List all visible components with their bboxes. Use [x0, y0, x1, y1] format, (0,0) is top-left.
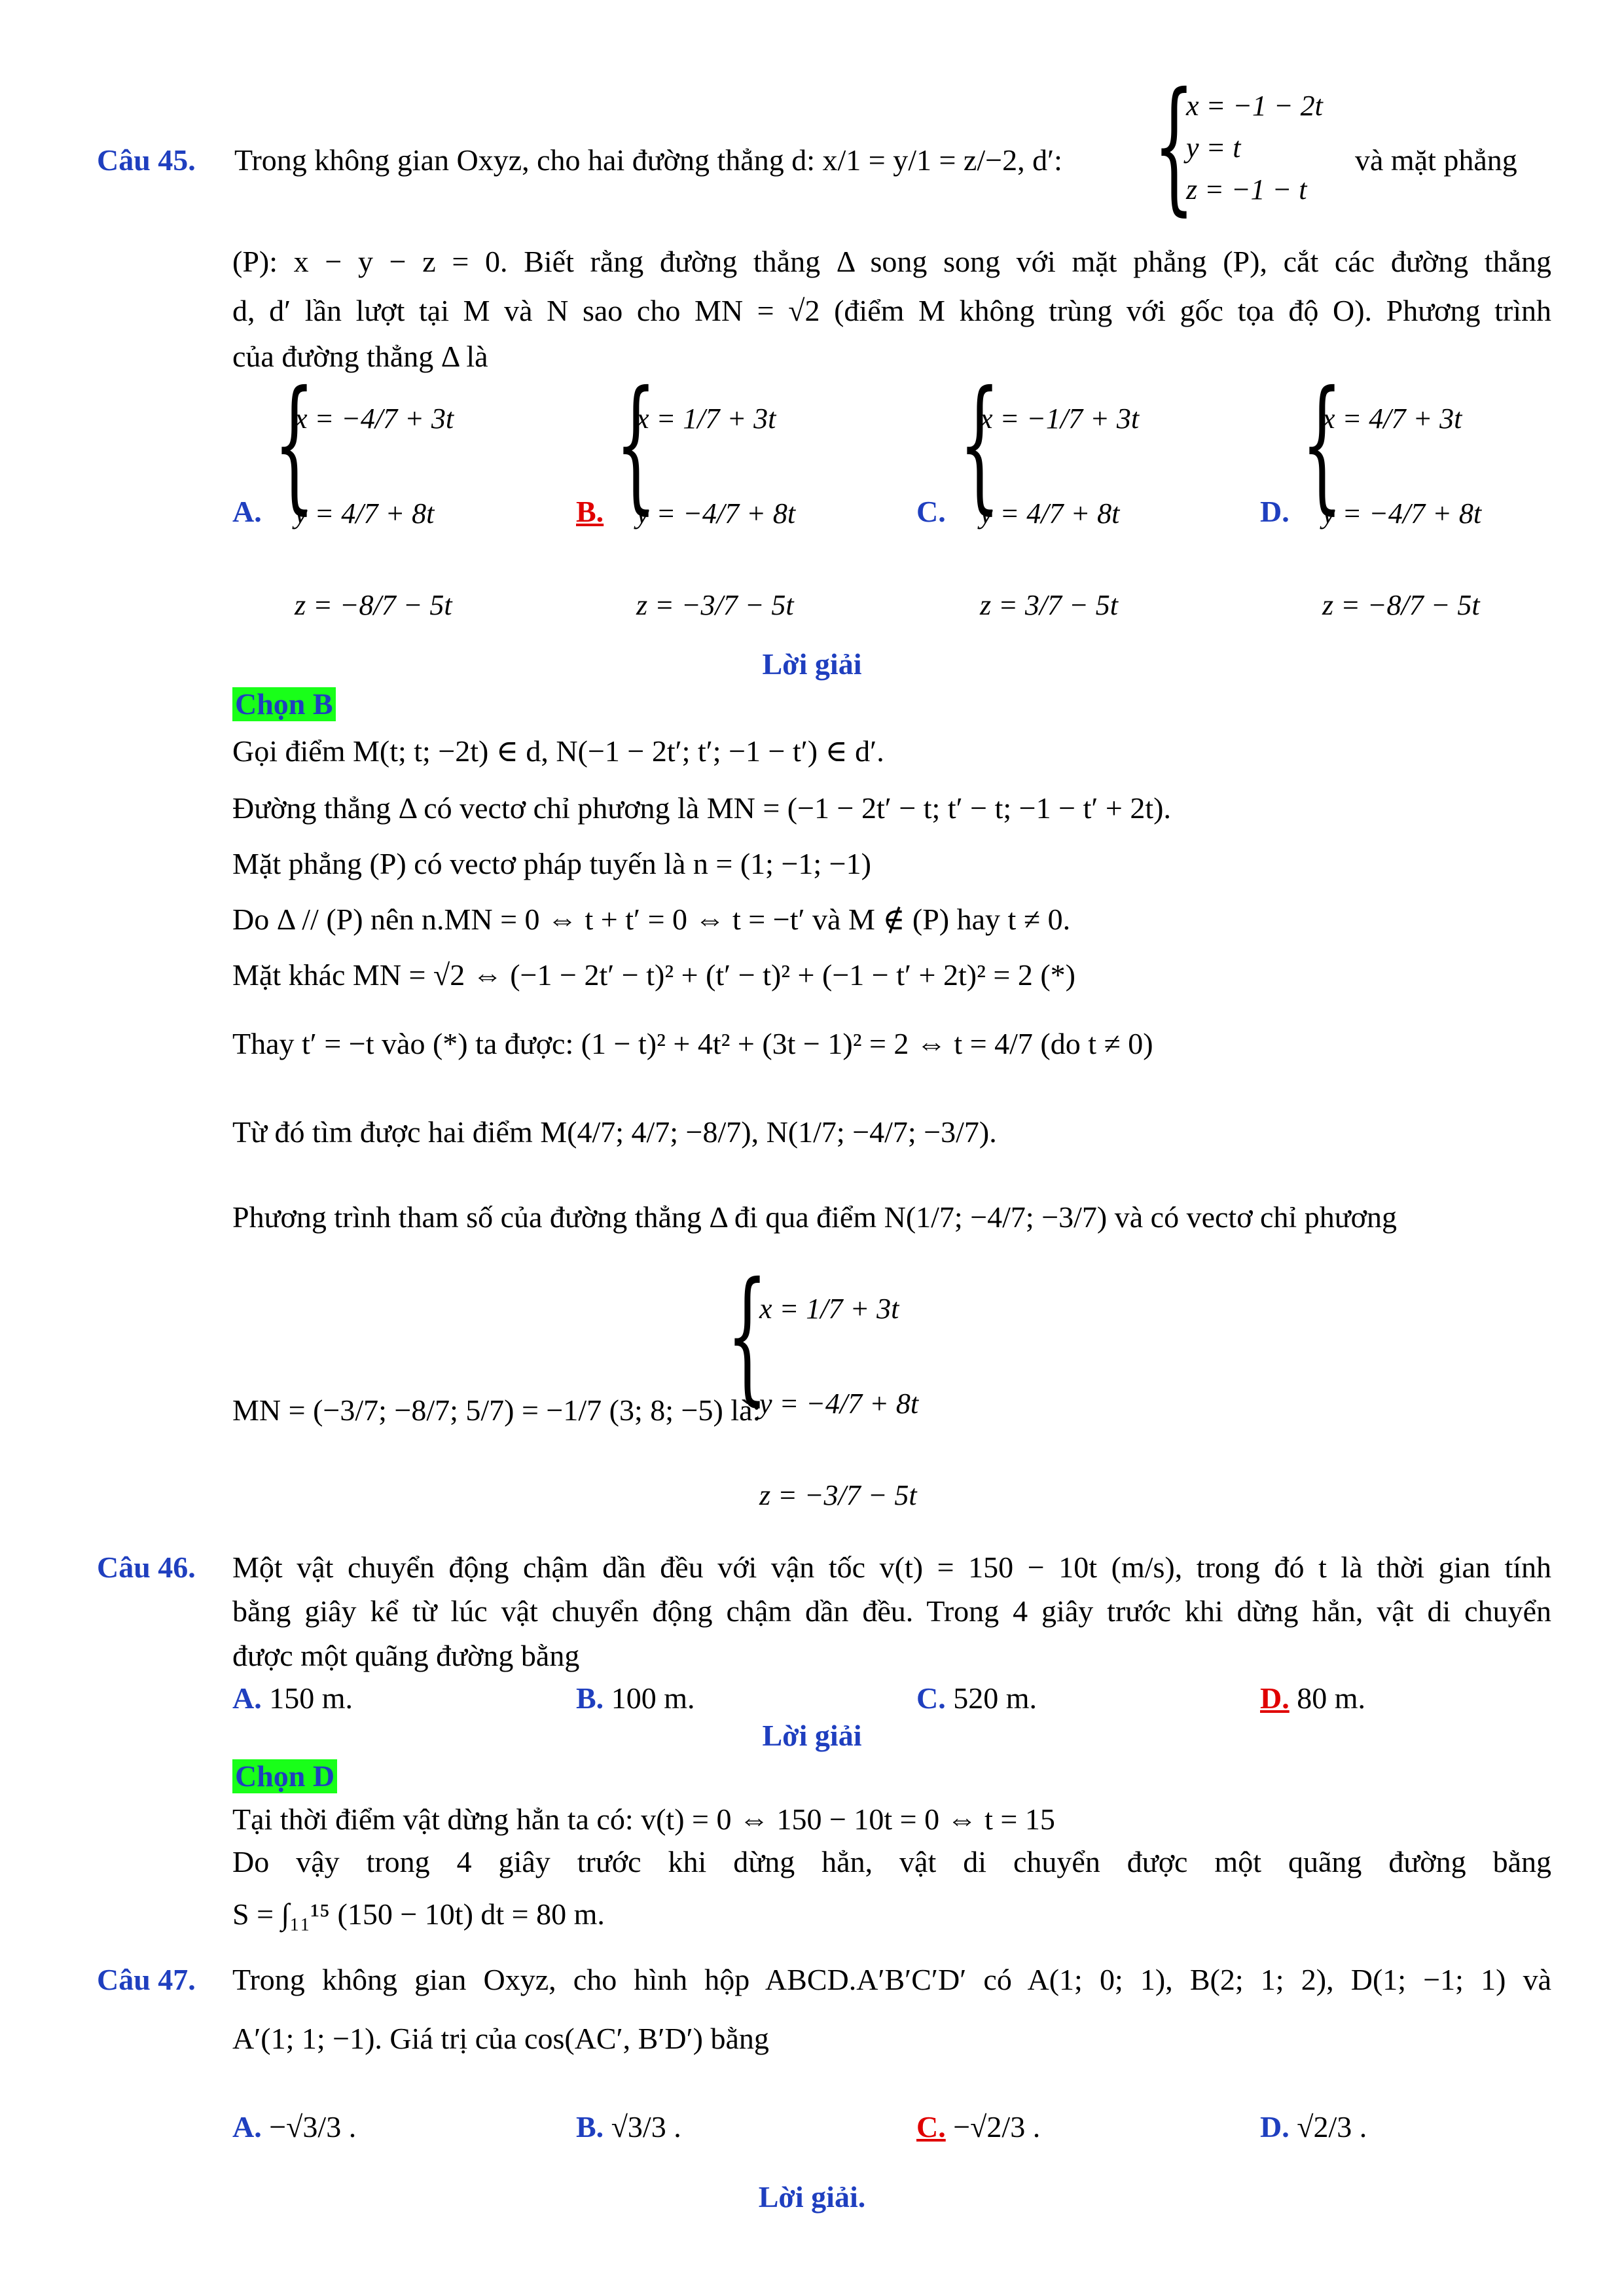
q47-option-c[interactable]	[916, 2108, 1040, 2147]
q46-option-c[interactable]	[916, 1679, 1037, 1718]
q46-option-a[interactable]	[232, 1679, 353, 1718]
q47-option-b-text: √3/3 .	[611, 2110, 681, 2144]
q45-dprime-eq-x: x = −1 − 2t	[1186, 90, 1323, 122]
q46-sol-line-1: Tại thời điểm vật dừng hẳn ta có: v(t) = 0 ⇔ 150 − 10t = 0 ⇔ t = 15	[232, 1803, 1055, 1836]
q45-sol-line-5: Mặt khác MN = √2 ⇔ (−1 − 2t′ − t)² + (t′ − t)² + (−1 − t′ + 2t)² = 2 (*)	[232, 958, 1075, 992]
q45-sol-line-6: Thay t′ = −t vào (*) ta được: (1 − t)² + 4t² + (3t − 1)² = 2 ⇔ t = 4/7 (do t ≠ 0)	[232, 1027, 1153, 1060]
q46-option-d-label: D.	[1260, 1681, 1290, 1715]
q45-option-b-label: B.	[576, 495, 604, 528]
q45-d-eq-x: x = 4/7 + 3t	[1322, 403, 1462, 435]
q45-intro: Trong không gian Oxyz, cho hai đường thẳng d: x/1 = y/1 = z/−2, d′:	[234, 143, 1062, 177]
q45-option-b-system	[636, 399, 795, 625]
q45-sol-line-4: Do Δ // (P) nên n.MN = 0 ⇔ t + t′ = 0 ⇔ t = −t′ và M ∉ (P) hay t ≠ 0.	[232, 903, 1071, 936]
q47-solution-header: Lời giải.	[758, 2180, 866, 2214]
q46-stem-line3: được một quãng đường bằng	[232, 1639, 580, 1672]
q45-option-a-label: A.	[232, 495, 262, 528]
q45-stem-line3: d, d′ lần lượt tại M và N sao cho MN = √2 (điểm M không trùng với gốc tọa độ O). Phương trình	[232, 294, 1551, 327]
q46-option-a-label: A.	[232, 1681, 262, 1715]
q45-option-d-label: D.	[1260, 495, 1290, 528]
q45-stem-line4: của đường thẳng Δ là	[232, 340, 488, 373]
q45-option-c-system	[980, 399, 1139, 625]
q45-d-eq-z: z = −8/7 − 5t	[1322, 589, 1480, 621]
q46-sol-line-3: S = ∫₁₁¹⁵ (150 − 10t) dt = 80 m.	[232, 1897, 605, 1931]
q47-option-a[interactable]	[232, 2108, 356, 2147]
q45-a-eq-y: y = 4/7 + 8t	[295, 497, 435, 529]
q45-c-eq-y: y = 4/7 + 8t	[980, 497, 1120, 529]
q46-option-b[interactable]	[576, 1679, 695, 1718]
q45-c-eq-z: z = 3/7 − 5t	[980, 589, 1118, 621]
q45-option-d-system	[1322, 399, 1481, 625]
q45-label: Câu 45.	[97, 143, 196, 177]
q47-stem-line1: Trong không gian Oxyz, cho hình hộp ABCD.A′B′C′D′ có A(1; 0; 1), B(2; 1; 2), D(1; −1; 1) và	[232, 1963, 1551, 1996]
q47-option-d[interactable]	[1260, 2108, 1367, 2147]
q45-c-eq-x: x = −1/7 + 3t	[980, 403, 1140, 435]
q45-option-b-brace: {	[615, 360, 657, 528]
q45-final-brace: {	[727, 1251, 768, 1419]
q45-sol-line-9: MN = (−3/7; −8/7; 5/7) = −1/7 (3; 8; −5) là:	[232, 1393, 761, 1427]
q45-intro-end: và mặt phẳng	[1355, 143, 1517, 177]
q45-final-system	[759, 1289, 918, 1515]
q47-option-b[interactable]	[576, 2108, 681, 2147]
q45-stem-line2: (P): x − y − z = 0. Biết rằng đường thẳng Δ song song với mặt phẳng (P), cắt các đường thẳng	[232, 245, 1551, 278]
q46-label	[97, 1548, 196, 1587]
q47-option-d-text: √2/3 .	[1297, 2110, 1367, 2144]
q45-a-eq-x: x = −4/7 + 3t	[295, 403, 454, 435]
q45-dprime-eq-y: y = t	[1186, 132, 1241, 164]
q47-label-text: Câu 47.	[97, 1963, 196, 1996]
q45-final-eq-z: z = −3/7 − 5t	[759, 1479, 917, 1511]
q45-option-a-system	[295, 399, 454, 625]
q45-a-eq-z: z = −8/7 − 5t	[295, 589, 452, 621]
q45-chosen-answer: Chọn B	[232, 687, 336, 721]
q46-stem-line2: bằng giây kể từ lúc vật chuyển động chậm dần đều. Trong 4 giây trước khi dừng hẳn, vật di chuyển	[232, 1594, 1551, 1628]
q45-dprime-system	[1186, 86, 1323, 212]
q45-final-eq-y: y = −4/7 + 8t	[759, 1388, 919, 1420]
q46-option-a-text: 150 m.	[269, 1681, 353, 1715]
q47-option-a-text: −√3/3 .	[269, 2110, 357, 2144]
q46-option-b-label: B.	[576, 1681, 604, 1715]
q45-solution-header: Lời giải	[762, 647, 862, 681]
q45-sol-line-7: Từ đó tìm được hai điểm M(4/7; 4/7; −8/7), N(1/7; −4/7; −3/7).	[232, 1115, 997, 1149]
q45-stem-line1	[97, 139, 1550, 182]
q46-stem-line1: Một vật chuyển động chậm dần đều với vận tốc v(t) = 150 − 10t (m/s), trong đó t là thời gian tính	[232, 1551, 1551, 1584]
q45-b-eq-y: y = −4/7 + 8t	[636, 497, 796, 529]
q46-solution-header: Lời giải	[762, 1719, 862, 1752]
q45-option-c-brace: {	[959, 360, 1000, 528]
q46-option-c-text: 520 m.	[953, 1681, 1038, 1715]
q45-option-d-brace: {	[1301, 360, 1343, 528]
q45-option-c-label: C.	[916, 495, 946, 528]
q45-d-eq-y: y = −4/7 + 8t	[1322, 497, 1482, 529]
q45-b-eq-z: z = −3/7 − 5t	[636, 589, 794, 621]
q45-dprime-brace: {	[1153, 62, 1195, 229]
q45-dprime-eq-z: z = −1 − t	[1186, 173, 1307, 206]
q47-stem-line2: A′(1; 1; −1). Giá trị của cos(AC′, B′D′) bằng	[232, 2022, 769, 2055]
q46-chosen-answer: Chọn D	[232, 1759, 337, 1793]
q47-option-b-label: B.	[576, 2110, 604, 2144]
q46-label-text: Câu 46.	[97, 1551, 196, 1584]
q45-final-eq-x: x = 1/7 + 3t	[759, 1293, 899, 1325]
q45-b-eq-x: x = 1/7 + 3t	[636, 403, 776, 435]
q45-sol-line-8: Phương trình tham số của đường thẳng Δ đi qua điểm N(1/7; −4/7; −3/7) và có vectơ chỉ phương	[232, 1200, 1397, 1234]
q45-option-a-brace: {	[274, 360, 315, 528]
q47-option-c-text: −√2/3 .	[953, 2110, 1041, 2144]
q46-sol-line-2: Do vậy trong 4 giây trước khi dừng hẳn, vật di chuyển được một quãng đường bằng	[232, 1845, 1551, 1878]
q47-option-c-label: C.	[916, 2110, 946, 2144]
q46-option-b-text: 100 m.	[611, 1681, 695, 1715]
q46-option-d[interactable]	[1260, 1679, 1365, 1718]
q46-option-c-label: C.	[916, 1681, 946, 1715]
q45-sol-line-2: Đường thẳng Δ có vectơ chỉ phương là MN = (−1 − 2t′ − t; t′ − t; −1 − t′ + 2t).	[232, 791, 1171, 825]
q47-option-d-label: D.	[1260, 2110, 1290, 2144]
q45-sol-line-3: Mặt phẳng (P) có vectơ pháp tuyến là n = (1; −1; −1)	[232, 847, 871, 880]
q47-label	[97, 1960, 196, 2000]
q47-option-a-label: A.	[232, 2110, 262, 2144]
q45-sol-line-1: Gọi điểm M(t; t; −2t) ∈ d, N(−1 − 2t′; t′; −1 − t′) ∈ d′.	[232, 734, 884, 768]
q46-option-d-text: 80 m.	[1297, 1681, 1366, 1715]
